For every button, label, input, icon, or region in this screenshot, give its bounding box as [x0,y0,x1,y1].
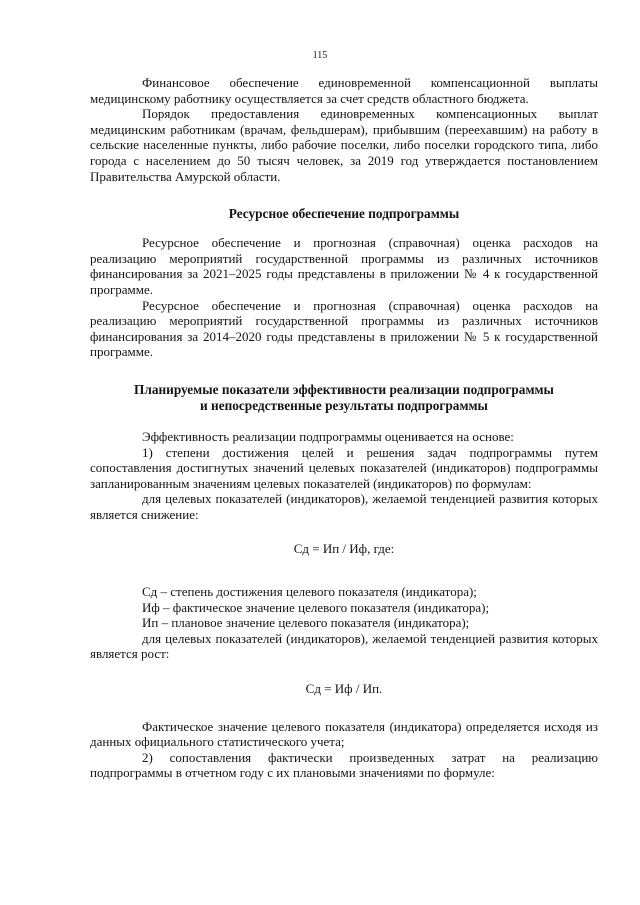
paragraph-resource-2014-2020: Ресурсное обеспечение и прогнозная (справочная) оценка расходов на реализацию мероприятий государственной программы из различных источников финансирования за 2014–2020 годы представлены в приложении № 5 к государственной программе. [90,297,598,360]
definition-ip: Ип – плановое значение целевого показателя (индикатора); [142,615,470,631]
paragraph-resource-2021-2025: Ресурсное обеспечение и прогнозная (справочная) оценка расходов на реализацию мероприятий государственной программы из различных источников финансирования за 2021–2025 годы представлены в приложении № 4 к государственной программе. [90,235,598,297]
heading-resource-support: Ресурсное обеспечение подпрограммы [228,206,460,222]
page-number: 115 [312,50,328,61]
heading-planned-indicators-line-1: Планируемые показатели эффективности реализации подпрограммы [134,381,554,397]
paragraph-actual-value: Фактическое значение целевого показателя (индикатора) определяется исходя из данных официального статистического учета; [90,718,598,750]
definition-if: Иф – фактическое значение целевого показателя (индикатора); [142,599,490,615]
paragraph-efficiency-basis: Эффективность реализации подпрограммы оценивается на основе: [142,428,514,444]
paragraph-financing: Финансовое обеспечение единовременной компенсационной выплаты медицинскому работнику осуществляется за счет средств областного бюджета. [90,75,598,106]
formula-decrease: Сд = Ип / Иф, где: [293,541,395,557]
paragraph-procedure: Порядок предоставления единовременных компенсационных выплат медицинским работникам (врачам, фельдшерам), прибывшим (переехавшим) на работу в сельские населенные пункты, либо рабочие поселки, либо поселки городского типа, либо города с населением до 50 тысяч человек, за 2019 год утверждается постановлением Правительства Амурской области. [90,106,598,184]
heading-planned-indicators-line-2: и непосредственные результаты подпрограммы [200,397,488,413]
definition-sd: Сд – степень достижения целевого показателя (индикатора); [142,584,477,600]
formula-growth: Сд = Иф / Ип. [305,681,383,697]
paragraph-decrease-indicators: для целевых показателей (индикаторов), желаемой тенденцией развития которых является снижение: [90,491,598,522]
heading-planned-indicators [90,382,598,414]
paragraph-growth-indicators: для целевых показателей (индикаторов), желаемой тенденцией развития которых является рост: [90,630,598,662]
paragraph-criterion-1: 1) степени достижения целей и решения задач подпрограммы путем сопоставления достигнутых значений целевых показателей (индикаторов) подпрограммы запланированным значениям целевых показателей (индикаторов) по формулам: [90,444,598,491]
paragraph-criterion-2: 2) сопоставления фактически произведенных затрат на реализацию подпрограммы в отчетном году с их плановыми значениями по формуле: [90,749,598,781]
document-body [90,75,598,781]
